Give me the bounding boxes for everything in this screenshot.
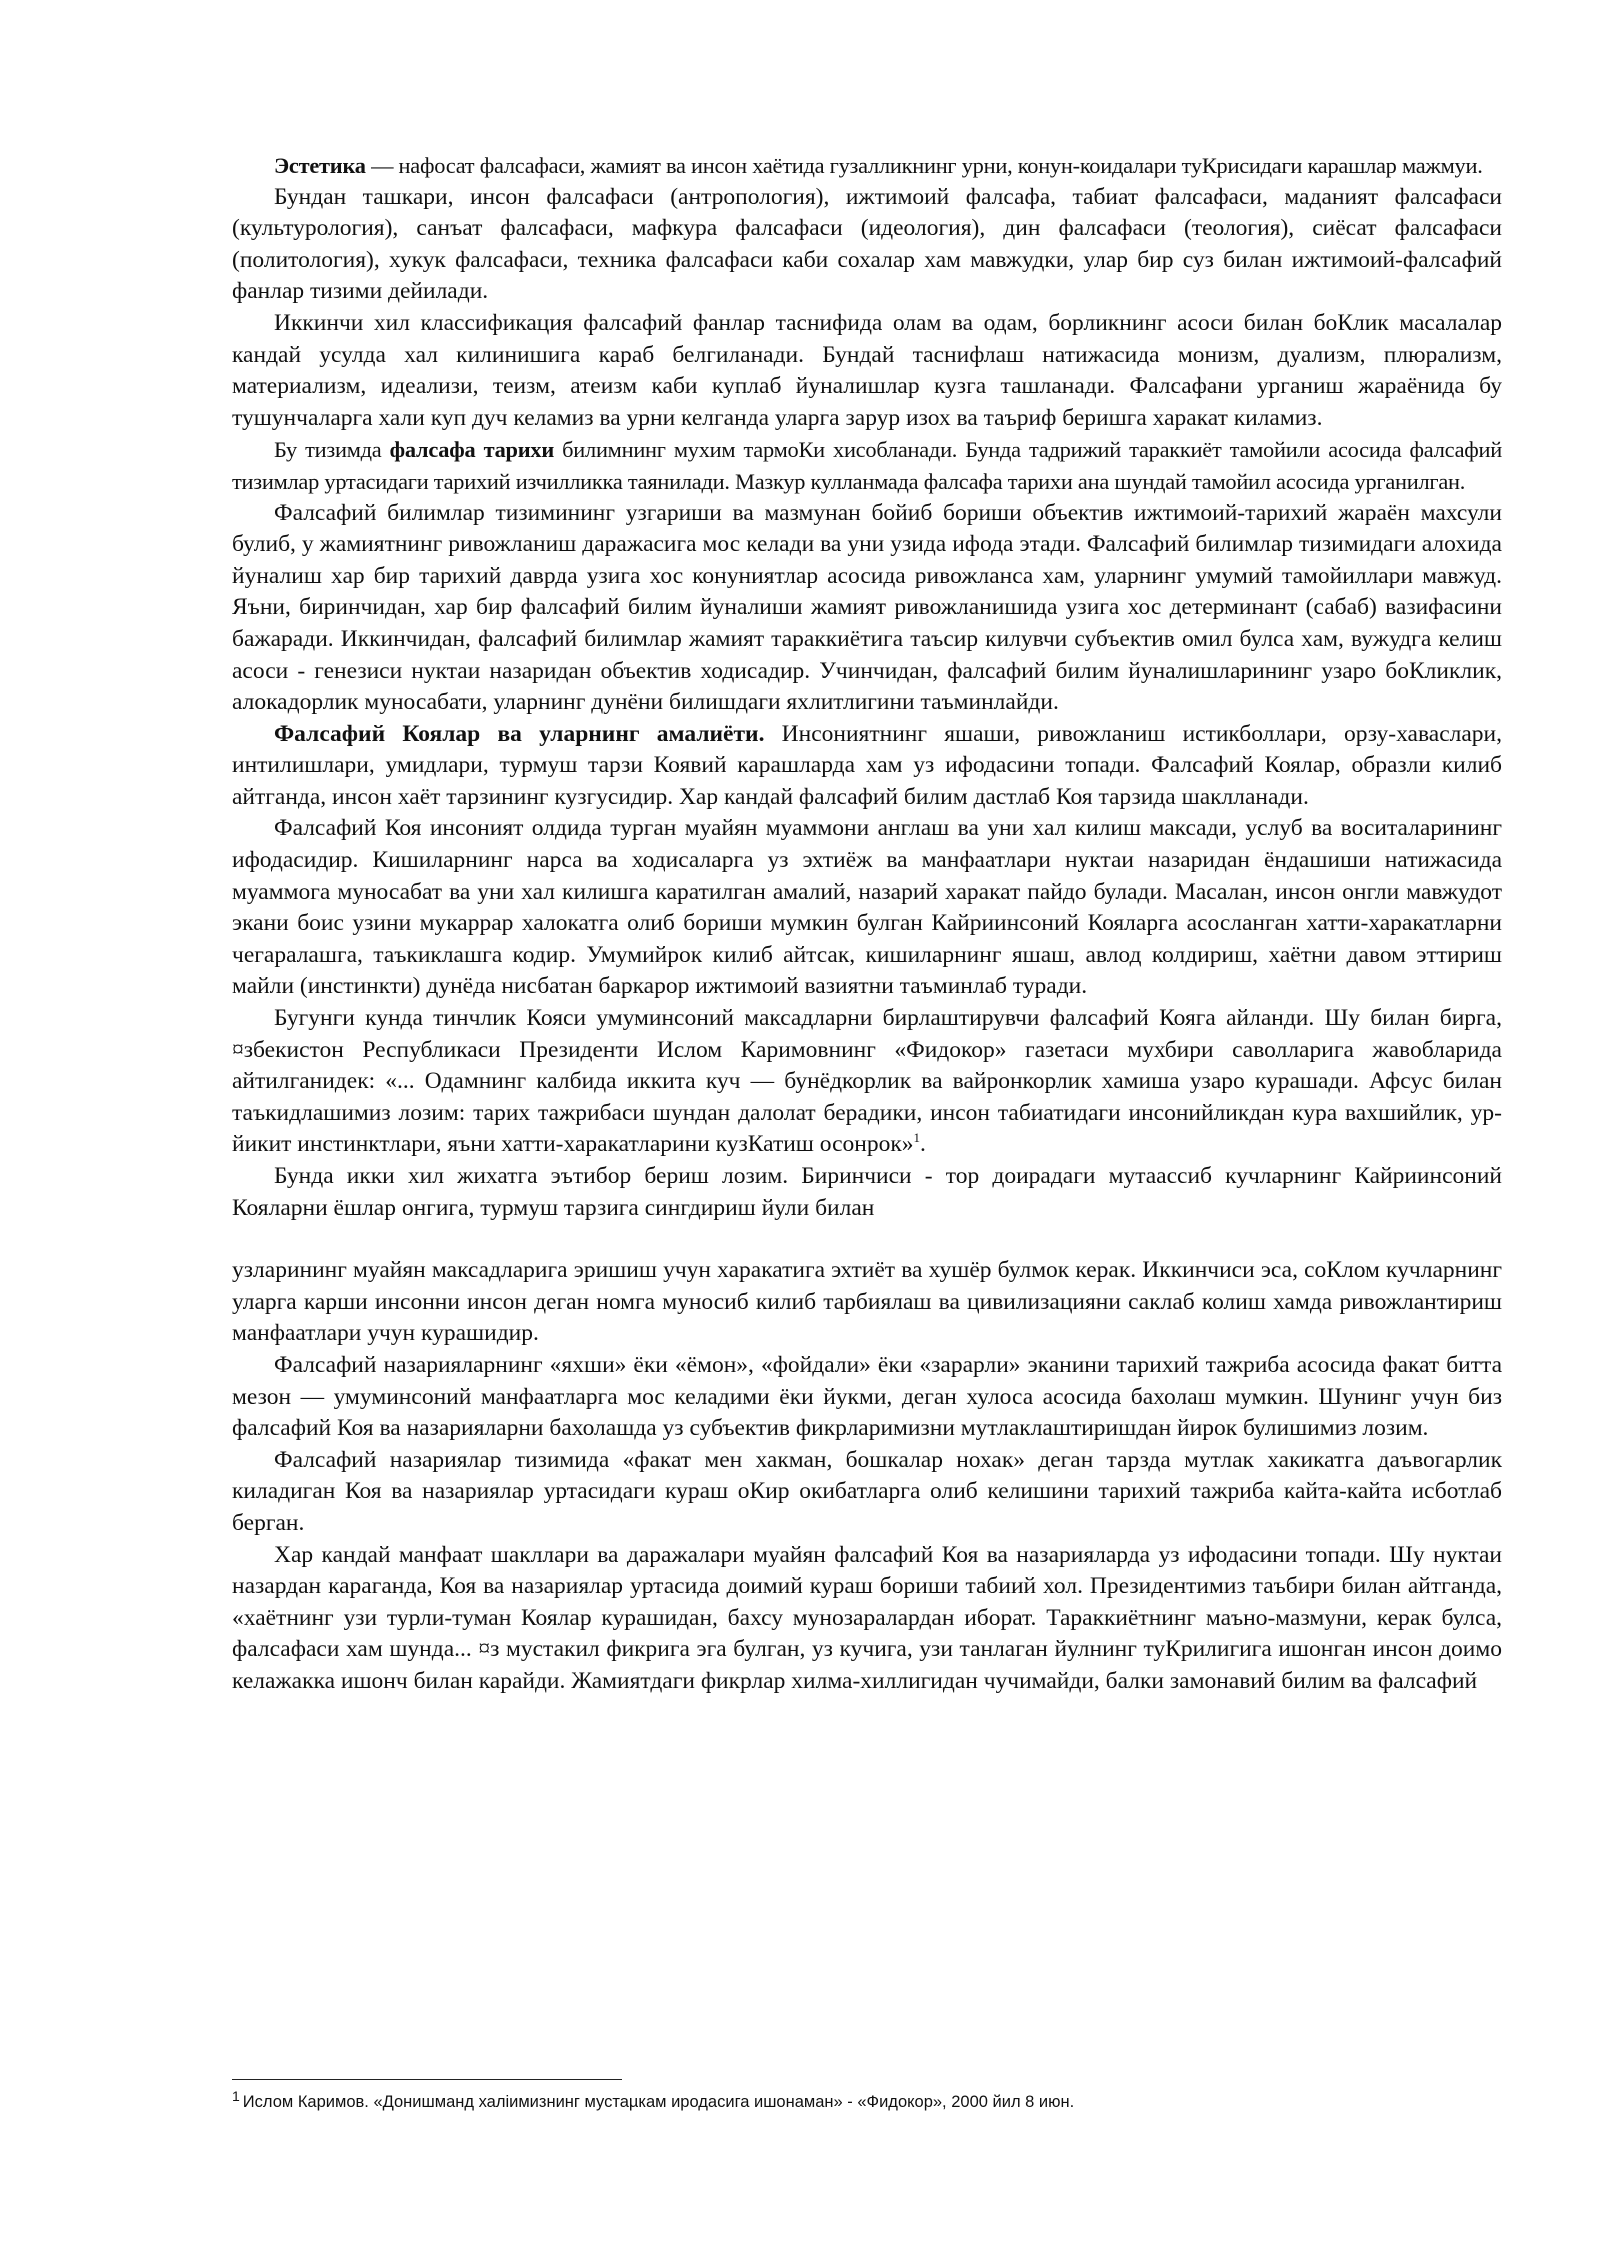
footnote-text: Ислом Каримов. «Донишманд халіимизнинг мустаµкам иродасига ишонаман» - «Фидокор», 2000 йил 8 июн.: [242, 2093, 1075, 2111]
paragraph-idea-definition: Фалсафий Коя инсоният олдида турган муайян муаммони англаш ва уни хал килиш максади, услуб ва воситаларининг ифодасидир. Кишиларнинг нарса ва ходисаларга уз эхтиёж ва манфаатлари нуктаи назаридан ёндашиши натижасида муаммога муносабат ва уни хал килишга каратилган амалий, назарий харакат пайдо булади. Масалан, инсон онгли мавжудот экани боис узини мукаррар халокатга олиб бориши мумкин булган Кайриинсоний Кояларга асосланган хатти-харакатларни чегаралашга, таъкиклашга кодир. Умумийрок килиб айтсак, кишиларнинг яшаш, авлод колдириш, хаётни давом эттириш майли (инстинкти) дунёда нисбатан баркарор ижтимоий вазиятни таъминлаб туради.: [232, 815, 1502, 1000]
paragraph-absolute-truth: Фалсафий назариялар тизимида «факат мен хакман, бошкалар нохак» деган тарзда мутлак хакикатга даъвогарлик киладиган Коя ва назариялар уртасидаги кураш оКир окибатларга олиб келишини тарихий тажриба кайта-кайта исботлаб берган.: [232, 1446, 1502, 1536]
paragraph-philosophical-ideas: Фалсафий Коялар ва уларнинг амалиёти. Инсониятнинг яшаши, ривожланиш истикболлари, орзу-хаваслари, интилишлари, умидлари, турмуш тарзи Коявий карашларда хам уз ифодасини топади. Фалсафий Коялар, образли килиб айтганда, инсон хаёт тарзининг кузгусидир. Хар кандай фалсафий билим дастлаб Коя тарзида шаклланади.: [232, 720, 1502, 810]
section-heading-ideas: Фалсафий Коялар ва уларнинг амалиёти.: [274, 720, 765, 747]
paragraph-knowledge-system: Фалсафий билимлар тизимининг узгариши ва мазмунан бойиб бориши объектив ижтимоий-тарихий жараён махсули булиб, у жамиятнинг ривожланиш даражасига мос келади ва уни узида ифода этади. Фалсафий билимлар тизимидаги алохида йуналиш хар бир тарихий даврда узига хос конуниятлар асосида ривожланса хам, уларнинг умумий тамойиллари мавжуд. Яъни, биринчидан, хар бир фалсафий билим йуналиши жамият ривожланишида узига хос детерминант (сабаб) вазифасини бажаради. Иккинчидан, фалсафий билимлар жамият тараккиётига таъсир килувчи субъектив омил булса хам, вужудга келиш асоси - генезиси нуктаи назаридан объектив ходисадир. Учинчидан, фалсафий билим йуналишларининг узаро боКликлик, алокадорлик муносабати, уларнинг дунёни билишдаги яхлитлигини таъминлайди.: [232, 499, 1502, 716]
paragraph-classification: Иккинчи хил классификация фалсафий фанлар таснифида олам ва одам, борликнинг асоси билан боКлик масалалар кандай усулда хал килинишига караб белгиланади. Бундай таснифлаш натижасида монизм, дуализм, плюрализм, материализм, идеализи, теизм, атеизм каби куплаб йуналишлар кузга ташланади. Фалсафани урганиш жараёнида бу тушунчаларга хали куп дуч келамиз ва урни келганда уларга зарур изох ва таъриф беришга харакат киламиз.: [232, 309, 1502, 431]
paragraph-history-of-philosophy: Бу тизимда фалсафа тарихи билимнинг мухим тармоКи хисобланади. Бунда тадрижий тараккиёт тамойили асосида фалсафий тизимлар уртасидаги тарихий изчилликка таянилади. Мазкур кулланмада фалсафа тарихи ана шундай тамойил асосида урганилган.: [232, 437, 1502, 494]
paragraph-interests: Хар кандай манфаат шакллари ва даражалари муайян фалсафий Коя ва назарияларда уз ифодасини топади. Шу нуктаи назардан караганда, Коя ва назариялар уртасида доимий кураш бориши табиий хол. Президентимиз таъбири билан айтганда, «хаётнинг узи турли-туман Коялар курашидан, бахсу мунозаралардан иборат. Тараккиётнинг маъно-мазмуни, керак булса, фалсафаси хам шунда... ¤з мустакил фикрига эга булган, уз кучига, узи танлаган йулнинг туКрилигига ишонган инсон доимо келажакка ишонч билан карайди. Жамиятдаги фикрлар хилма-хиллигидан чучимайди, балки замонавий билим ва фалсафий: [232, 1541, 1502, 1694]
document-body: [232, 150, 1502, 1698]
footnote-reference: 1: [913, 1130, 921, 1146]
paragraph-social-philosophy: Бундан ташкари, инсон фалсафаси (антропология), ижтимоий фалсафа, табиат фалсафаси, маданият фалсафаси (культурология), санъат фалсафаси, мафкура фалсафаси (идеология), дин фалсафаси (теология), сиёсат фалсафаси (политология), хукук фалсафаси, техника фалсафаси каби сохалар хам мавжудки, улар бир суз билан ижтимоий-фалсафий фанлар тизими дейилади.: [232, 183, 1502, 305]
page-break-gap: [232, 1224, 1502, 1255]
paragraph-aesthetics: Эстетика — нафосат фалсафаси, жамият ва инсон хаётида гузалликнинг урни, конун-коидалари туКрисидаги карашлар мажмуи.: [274, 153, 1483, 178]
paragraph-two-aspects: Бунда икки хил жихатга эътибор бериш лозим. Биринчиси - тор доирадаги мутаассиб кучларнинг Кайриинсоний Кояларни ёшлар онгига, турмуш тарзига сингдириш йули билан: [232, 1163, 1502, 1221]
footnote: [232, 2087, 1502, 2114]
term-history-of-philosophy: фалсафа тарихи: [389, 437, 554, 463]
footnote-separator: [232, 2079, 622, 2080]
footnote-number: 1: [232, 2087, 240, 2104]
paragraph-peace-idea: Бугунги кунда тинчлик Кояси умуминсоний максадларни бирлаштирувчи фалсафий Кояга айланди. Шу билан бирга, ¤збекистон Республикаси Президенти Ислом Каримовнинг «Фидокор» газетаси мухбири саволларига жавобларида айтилганидек: «... Одамнинг калбида иккита куч — бунёдкорлик ва вайронкорлик хамиша узаро курашади. Афсус билан таъкидлашимиз лозим: тарих тажрибаси шундан далолат берадики, инсон табиатидаги инсонийликдан кура вахшийлик, ур-йикит инстинктлари, яъни хатти-харакатларини кузКатиш осонрок»$^1$.: [232, 1005, 1502, 1158]
paragraph-two-aspects-continued: узларининг муайян максадларига эришиш учун харакатига эхтиёт ва хушёр булмок керак. Иккинчиси эса, соКлом кучларнинг уларга карши инсонни инсон деган номга муносиб килиб тарбиялаш ва цивилизацияни саклаб колиш хамда ривожлантириш манфаатлари учун курашидир.: [232, 1257, 1502, 1347]
term-aesthetics: Эстетика: [274, 153, 366, 178]
paragraph-evaluation: Фалсафий назарияларнинг «яхши» ёки «ёмон», «фойдали» ёки «зарарли» эканини тарихий тажриба асосида факат битта мезон — умуминсоний манфаатларга мос келадими ёки йукми, деган хулоса асосида бахолаш мумкин. Шунинг учун биз фалсафий Коя ва назарияларни бахолашда уз субъектив фикрларимизни мутлаклаштиришдан йирок булишимиз лозим.: [232, 1351, 1502, 1442]
